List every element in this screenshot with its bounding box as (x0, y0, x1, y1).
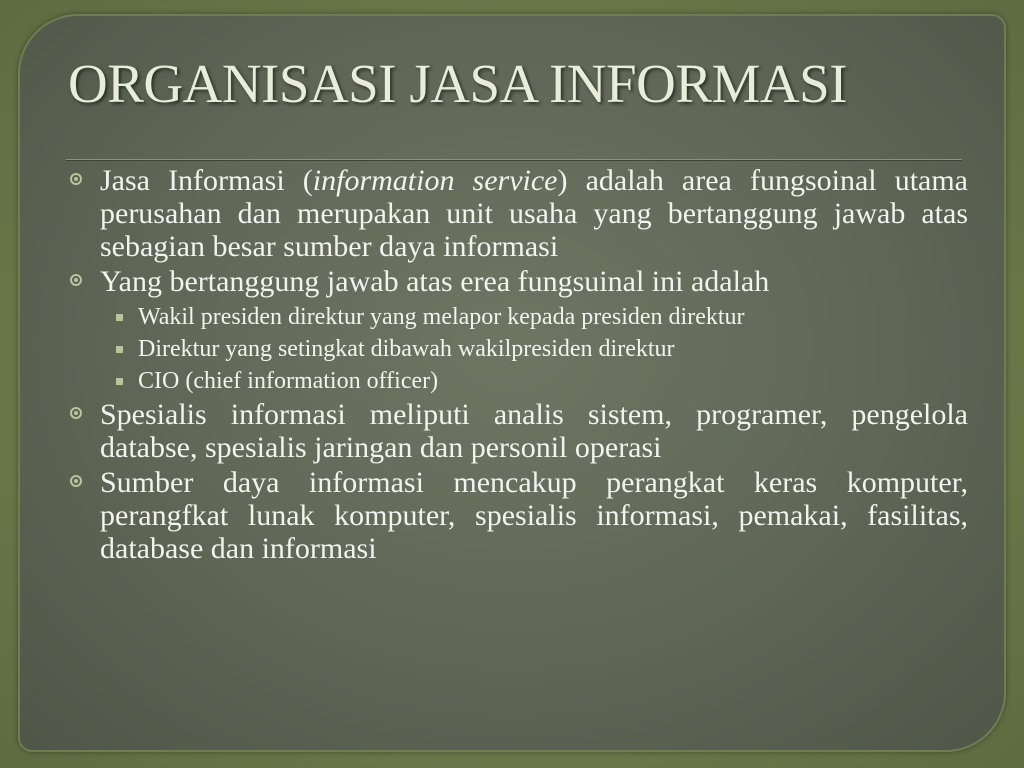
bullet-item-3 (68, 398, 968, 464)
bullet-item-4 (68, 466, 968, 565)
bullet-1-text-end: ) adalah area fungsoinal utama perusahan dan merupakan unit usaha yang bertanggung jawab atas sebagian besar sumber daya informasi (100, 164, 968, 263)
sub-bullet-3-text: CIO (chief information officer) (138, 368, 439, 394)
square-bullet-icon (116, 314, 123, 321)
bullet-list (68, 164, 968, 567)
circle-dot-bullet-icon (70, 274, 82, 286)
circle-dot-bullet-icon (70, 407, 82, 419)
circle-dot-bullet-icon (70, 475, 82, 487)
sub-bullet-item-2 (68, 336, 968, 362)
bullet-3-text: Spesialis informasi meliputi analis sistem, programer, pengelola databse, spesialis jaringan dan personil operasi (100, 398, 968, 464)
bullet-1-text-start: Jasa Informasi ( (100, 164, 313, 197)
title-divider (66, 159, 962, 161)
slide-panel (18, 14, 1006, 752)
square-bullet-icon (116, 346, 123, 353)
bullet-2-text: Yang bertanggung jawab atas erea fungsuinal ini adalah (100, 265, 770, 298)
sub-bullet-1-text: Wakil presiden direktur yang melapor kepada presiden direktur (138, 304, 745, 330)
circle-dot-bullet-icon (70, 173, 82, 185)
sub-bullet-item-3 (68, 368, 968, 394)
sub-bullet-item-1 (68, 304, 968, 330)
slide-title: ORGANISASI JASA INFORMASI (68, 53, 848, 114)
bullet-item-2 (68, 265, 968, 298)
sub-bullet-2-text: Direktur yang setingkat dibawah wakilpresiden direktur (138, 336, 675, 362)
bullet-4-text: Sumber daya informasi mencakup perangkat keras komputer, perangfkat lunak komputer, spesialis informasi, pemakai, fasilitas, database dan informasi (100, 466, 968, 565)
square-bullet-icon (116, 378, 123, 385)
bullet-1-text-italic: information service (312, 164, 558, 197)
bullet-item-1 (68, 164, 968, 263)
